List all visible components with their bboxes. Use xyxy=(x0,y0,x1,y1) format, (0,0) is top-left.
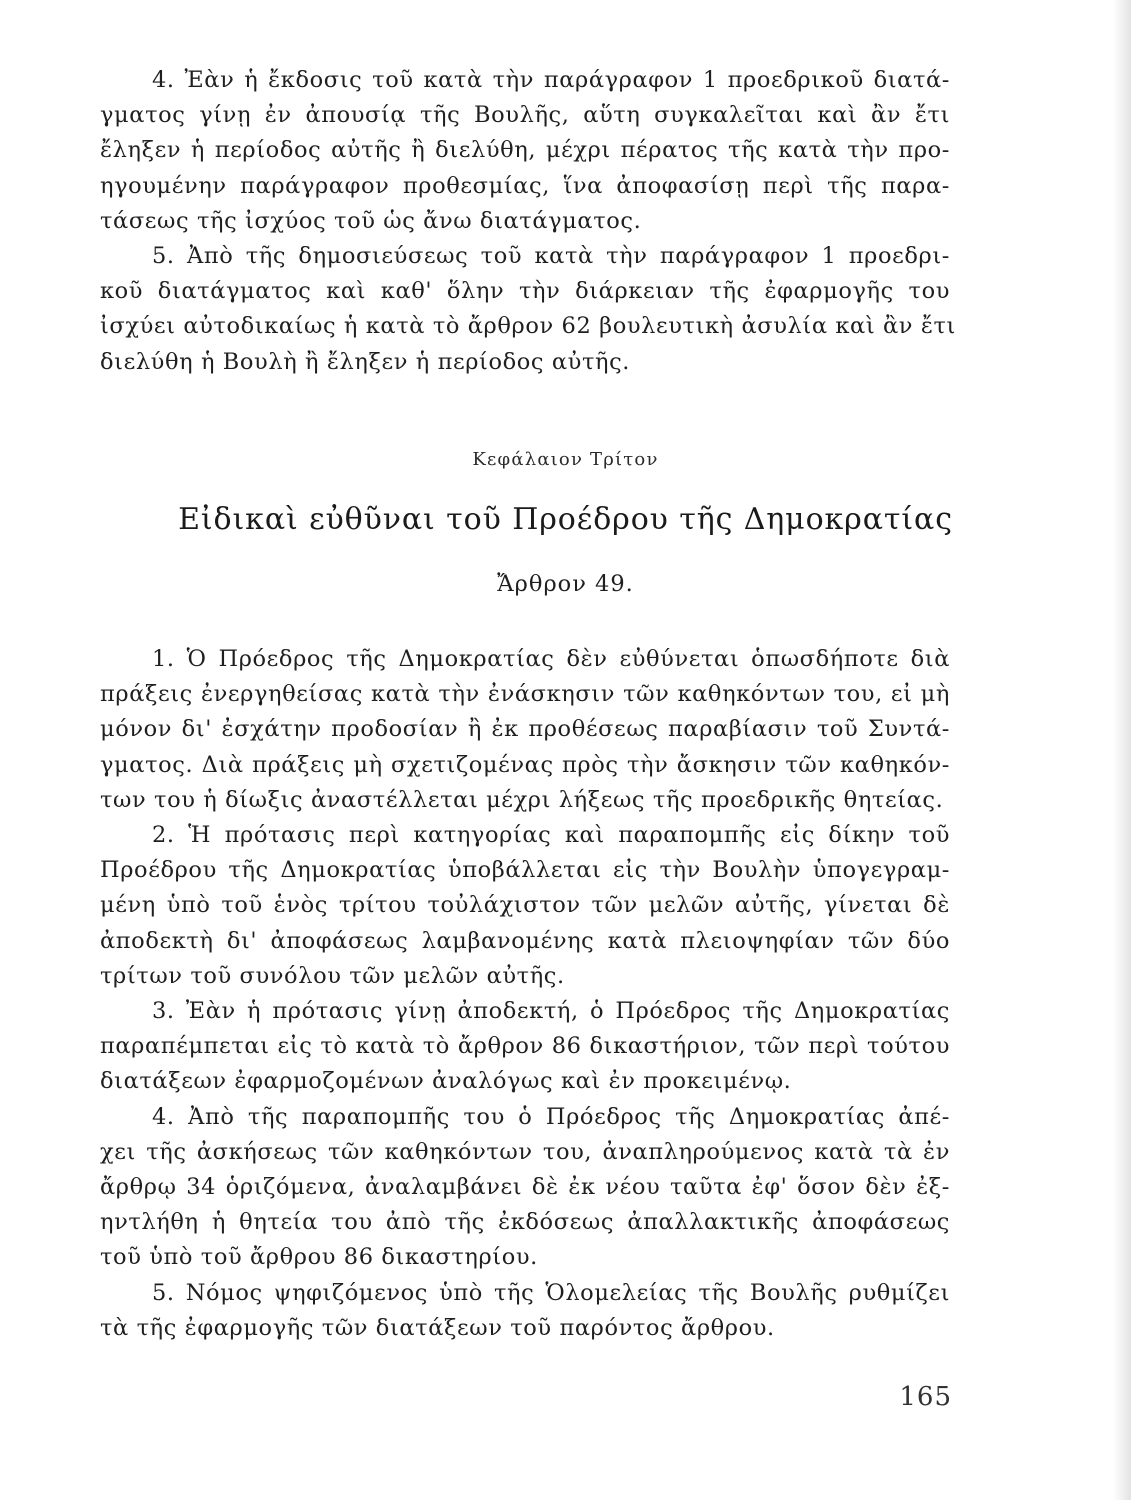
paragraph-4-line: γματος γίνῃ ἐν ἀπουσίᾳ τῆς Βουλῆς, αὕτη συγκαλεῖται καὶ ἂν ἔτι xyxy=(100,102,950,129)
article-paragraph-2-line: μένη ὑπὸ τοῦ ἑνὸς τρίτου τοὐλάχιστον τῶν μελῶν αὐτῆς, γίνεται δὲ xyxy=(100,892,950,919)
article-heading: Ἄρθρον 49. xyxy=(497,571,634,597)
article-paragraph-4-line: τοῦ ὑπὸ τοῦ ἄρθρου 86 δικαστηρίου. xyxy=(100,1244,538,1271)
paragraph-5-line: 5. Ἀπὸ τῆς δημοσιεύσεως τοῦ κατὰ τὴν παράγραφον 1 προεδρι- xyxy=(152,243,950,270)
article-paragraph-3-line: παραπέμπεται εἰς τὸ κατὰ τὸ ἄρθρον 86 δικαστήριον, τῶν περὶ τούτου xyxy=(100,1033,950,1060)
article-paragraph-1-line: μόνον δι' ἐσχάτην προδοσίαν ἢ ἐκ προθέσεως παραβίασιν τοῦ Συντά- xyxy=(100,716,950,743)
article-paragraph-3-line: 3. Ἐὰν ἡ πρότασις γίνῃ ἀποδεκτή, ὁ Πρόεδρος τῆς Δημοκρατίας xyxy=(152,998,950,1025)
article-paragraph-2-line: τρίτων τοῦ συνόλου τῶν μελῶν αὐτῆς. xyxy=(100,962,565,989)
paragraph-5-line: ἰσχύει αὐτοδικαίως ἡ κατὰ τὸ ἄρθρον 62 βουλευτικὴ ἀσυλία καὶ ἂν ἔτι xyxy=(100,313,956,340)
article-paragraph-1-line: γματος. Διὰ πράξεις μὴ σχετιζομένας πρὸς τὴν ἄσκησιν τῶν καθηκόν- xyxy=(100,751,950,778)
paragraph-4-line: ἔληξεν ἡ περίοδος αὐτῆς ἢ διελύθη, μέχρι πέρατος τῆς κατὰ τὴν προ- xyxy=(100,137,950,164)
article-body xyxy=(100,642,950,1346)
paragraph-4-line: τάσεως τῆς ἰσχύος τοῦ ὡς ἄνω διατάγματος. xyxy=(100,207,642,234)
article-paragraph-4-line: χει τῆς ἀσκήσεως τῶν καθηκόντων του, ἀναπληρούμενος κατὰ τὰ ἐν xyxy=(100,1138,950,1165)
page-number: 165 xyxy=(899,1382,952,1412)
article-paragraph-2-line: ἀποδεκτὴ δι' ἀποφάσεως λαμβανομένης κατὰ πλειοψηφίαν τῶν δύο xyxy=(100,927,950,954)
article-paragraph-1-line: πράξεις ἐνεργηθείσας κατὰ τὴν ἐνάσκησιν τῶν καθηκόντων του, εἰ μὴ xyxy=(100,681,950,708)
chapter-title: Εἰδικαὶ εὐθῦναι τοῦ Προέδρου τῆς Δημοκρατίας xyxy=(178,502,953,537)
article-paragraph-2-line: 2. Ἡ πρότασις περὶ κατηγορίας καὶ παραπομπῆς εἰς δίκην τοῦ xyxy=(152,822,950,849)
chapter-label: Κεφάλαιον Τρίτον xyxy=(472,449,659,470)
page-edge-shadow xyxy=(1113,0,1131,1500)
article-paragraph-3-line: διατάξεων ἐφαρμοζομένων ἀναλόγως καὶ ἐν προκειμένῳ. xyxy=(100,1068,792,1095)
paragraph-4-line: 4. Ἐὰν ἡ ἔκδοσις τοῦ κατὰ τὴν παράγραφον 1 προεδρικοῦ διατά- xyxy=(152,67,950,93)
article-paragraph-5-line: 5. Νόμος ψηφιζόμενος ὑπὸ τῆς Ὁλομελείας τῆς Βουλῆς ρυθμίζει xyxy=(152,1279,950,1306)
article-paragraph-2-line: Προέδρου τῆς Δημοκρατίας ὑποβάλλεται εἰς τὴν Βουλὴν ὑπογεγραμ- xyxy=(100,857,950,884)
paragraph-4-line: ηγουμένην παράγραφον προθεσμίας, ἵνα ἀποφασίσῃ περὶ τῆς παρα- xyxy=(100,172,950,199)
article-paragraph-4-line: ηντλήθη ἡ θητεία του ἀπὸ τῆς ἐκδόσεως ἀπαλλακτικῆς ἀποφάσεως xyxy=(100,1209,950,1236)
article-paragraph-1-line: των του ἡ δίωξις ἀναστέλλεται μέχρι λήξεως τῆς προεδρικῆς θητείας. xyxy=(100,786,944,813)
article-paragraph-4-line: 4. Ἀπὸ τῆς παραπομπῆς του ὁ Πρόεδρος τῆς Δημοκρατίας ἀπέ- xyxy=(152,1103,950,1130)
top-section xyxy=(100,63,956,380)
article-paragraph-1-line: 1. Ὁ Πρόεδρος τῆς Δημοκρατίας δὲν εὐθύνεται ὁπωσδήποτε διὰ xyxy=(152,646,950,672)
paragraph-5-line: κοῦ διατάγματος καὶ καθ' ὅλην τὴν διάρκειαν τῆς ἐφαρμογῆς του xyxy=(100,278,950,305)
paragraph-5-line: διελύθη ἡ Βουλὴ ἢ ἔληξεν ἡ περίοδος αὐτῆς. xyxy=(100,348,631,375)
article-paragraph-5-line: τὰ τῆς ἐφαρμογῆς τῶν διατάξεων τοῦ παρόντος ἄρθρου. xyxy=(100,1314,775,1341)
article-paragraph-4-line: ἄρθρῳ 34 ὁριζόμενα, ἀναλαμβάνει δὲ ἐκ νέου ταῦτα ἐφ' ὅσον δὲν ἐξ- xyxy=(100,1174,950,1201)
